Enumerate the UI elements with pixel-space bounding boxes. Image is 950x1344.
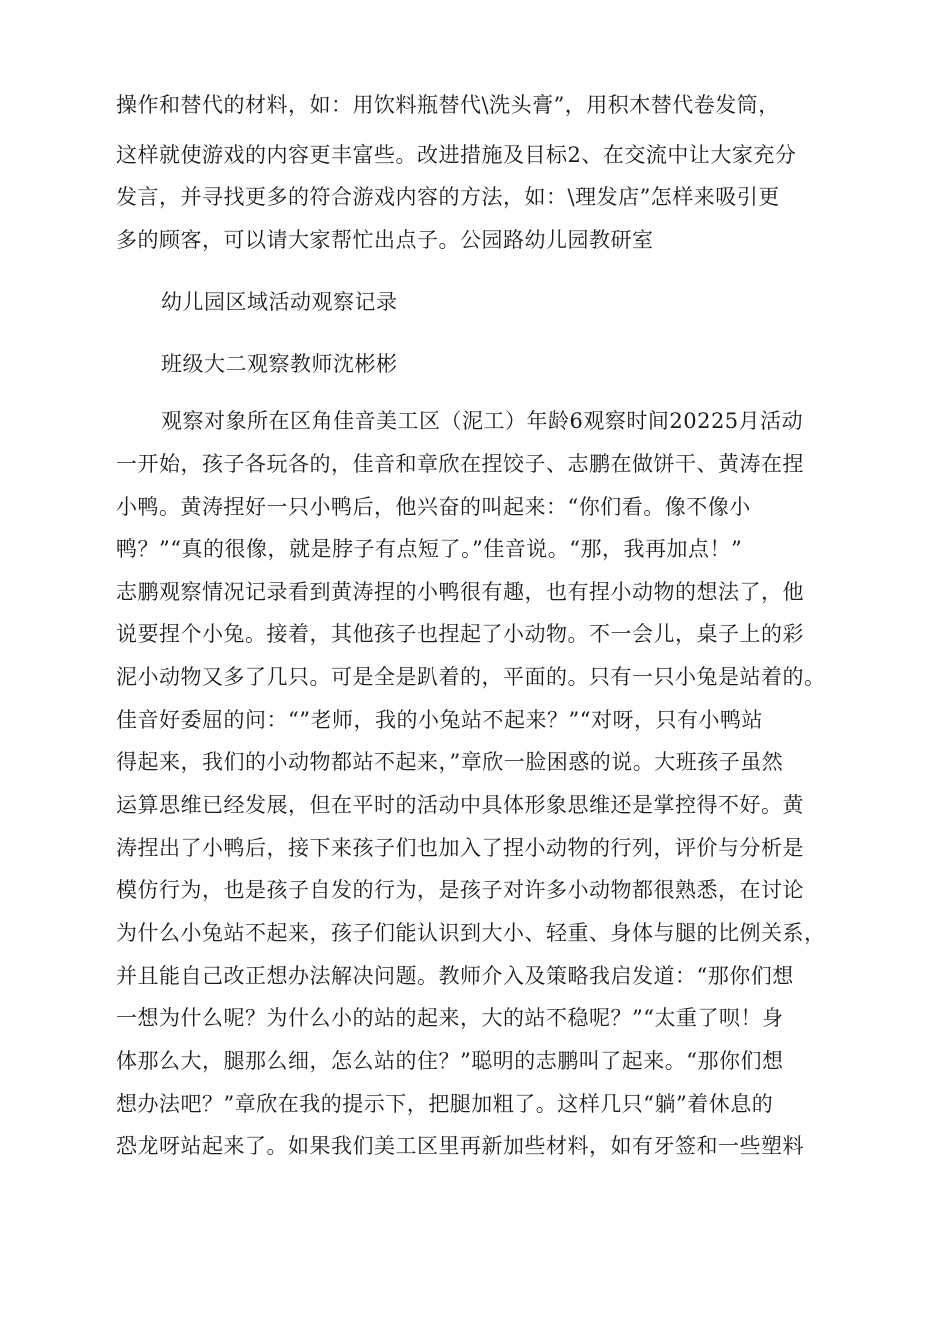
text-line: 涛捏出了小鸭后，接下来孩子们也加入了捏小动物的行列，评价与分析是 [116,836,804,860]
text-line: 模仿行为，也是孩子自发的行为，是孩子对许多小动物都很熟悉，在讨论 [116,878,804,902]
text-line: 并且能自己改正想办法解决问题。教师介入及策略我启发道：“那你们想 [116,964,794,988]
text-line: 这样就使游戏的内容更丰富些。改进措施及目标2、在交流中让大家充分 [116,143,797,167]
text-line: 佳音好委屈的问：“”老师，我的小兔站不起来？”“对呀，只有小鸭站 [116,708,763,732]
text-line: 运算思维已经发展，但在平时的活动中具体形象思维还是掌控得不好。黄 [116,793,804,817]
text-line: 多的顾客，可以请大家帮忙出点子。公园路幼儿园教研室 [116,228,654,252]
text-line: 操作和替代的材料，如：用饮料瓶替代\洗头膏”，用积木替代卷发筒， [116,93,780,117]
text-line: 鸭？”“真的很像，就是脖子有点短了。”佳音说。“那，我再加点！” [116,537,743,561]
text-line: 为什么小兔站不起来，孩子们能认识到大小、轻重、身体与腿的比例关系， [116,921,826,945]
text-line: 泥小动物又多了几只。可是全是趴着的，平面的。只有一只小兔是站着的。 [116,665,826,689]
text-line: 一想为什么呢？为什么小的站的起来，大的站不稳呢？”“太重了呗！身 [116,1006,784,1030]
text-line: 想办法吧？”章欣在我的提示下，把腿加粗了。这样几只“躺”着休息的 [116,1092,774,1116]
section-heading: 幼儿园区域活动观察记录 [161,290,398,314]
text-line: 得起来，我们的小动物都站不起来，”章欣一脸困惑的说。大班孩子虽然 [116,750,784,774]
class-teacher-line: 班级大二观察教师沈彬彬 [161,352,398,376]
text-line: 观察对象所在区角佳音美工区（泥工）年龄6观察时间20225月活动 [161,409,804,433]
text-line: 志鹏观察情况记录看到黄涛捏的小鸭很有趣，也有捏小动物的想法了，他 [116,580,804,604]
text-line: 发言，并寻找更多的符合游戏内容的方法，如：\理发店”怎样来吸引更 [116,185,780,209]
text-line: 说要捏个小兔。接着，其他孩子也捏起了小动物。不一会儿，桌子上的彩 [116,622,804,646]
text-line: 小鸭。黄涛捏好一只小鸭后，他兴奋的叫起来：“你们看。像不像小 [116,495,751,519]
text-line: 一开始，孩子各玩各的，佳音和章欣在捏饺子、志鹏在做饼干、黄涛在捏 [116,452,804,476]
text-line: 恐龙呀站起来了。如果我们美工区里再新加些材料，如有牙签和一些塑料 [116,1134,804,1158]
text-line: 体那么大，腿那么细，怎么站的住？”聪明的志鹏叫了起来。“那你们想 [116,1049,784,1073]
